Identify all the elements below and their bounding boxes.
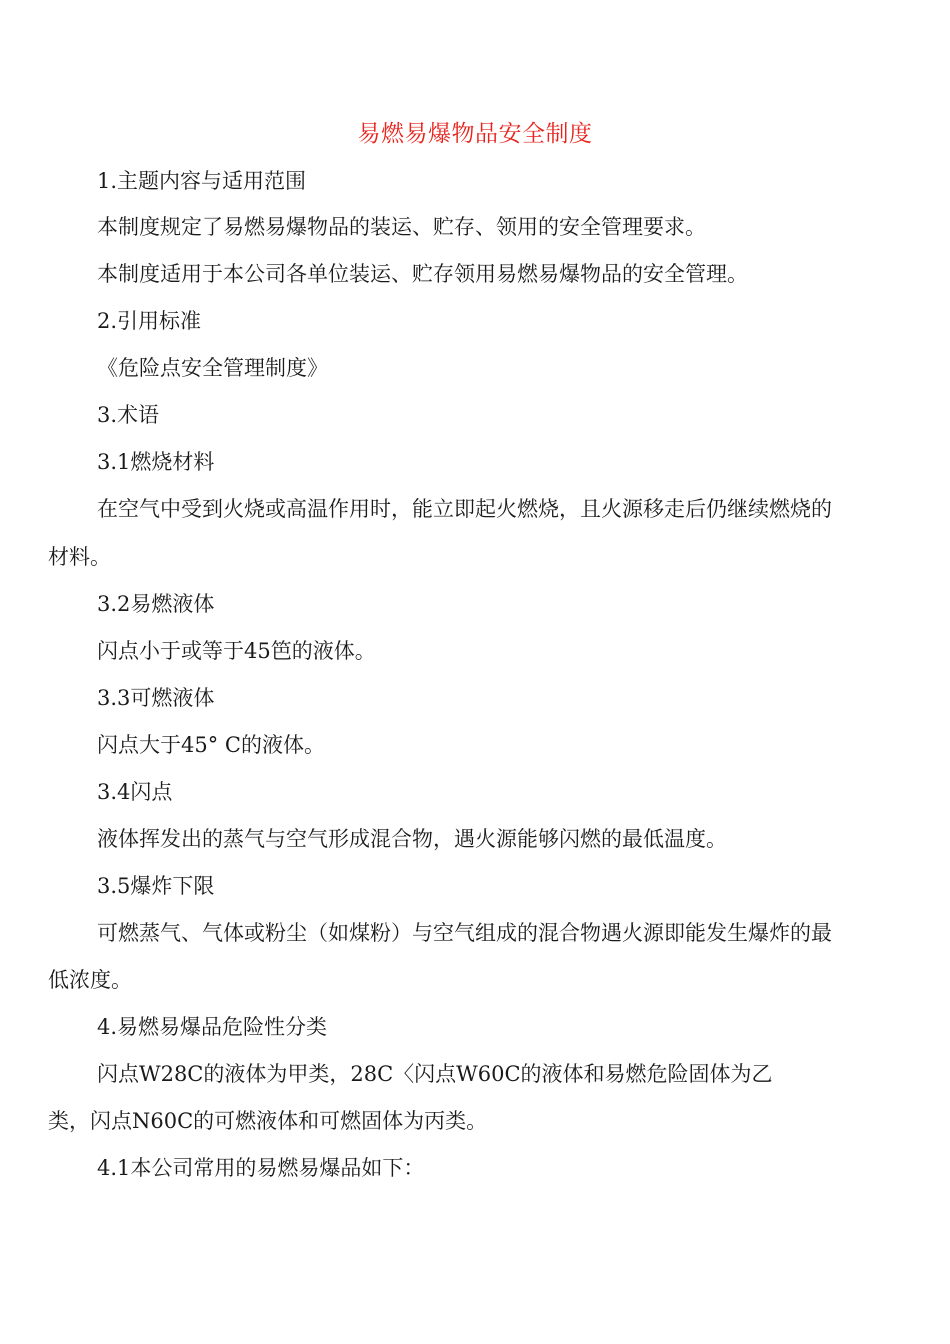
paragraph-line-continued: 类，闪点N60C的可燃液体和可燃固体为丙类。 [48, 1109, 488, 1133]
subsection-heading: 3.5爆炸下限 [97, 874, 215, 898]
paragraph-line: 本制度规定了易燃易爆物品的装运、贮存、领用的安全管理要求。 [97, 215, 706, 239]
subsection-heading: 3.1燃烧材料 [97, 450, 215, 474]
paragraph-line: 在空气中受到火烧或高温作用时，能立即起火燃烧，且火源移走后仍继续燃烧的 [97, 497, 832, 521]
section-heading-scope: 1.主题内容与适用范围 [97, 169, 307, 193]
section-heading-terms: 3.术语 [97, 403, 160, 427]
subsection-heading: 4.1本公司常用的易燃易爆品如下： [97, 1156, 425, 1180]
section-heading-classification: 4.易燃易爆品危险性分类 [97, 1015, 328, 1039]
paragraph-line: 可燃蒸气、气体或粉尘（如煤粉）与空气组成的混合物遇火源即能发生爆炸的最 [97, 921, 832, 945]
paragraph-line: 闪点小于或等于45笆的液体。 [97, 639, 376, 663]
document-title: 易燃易爆物品安全制度 [357, 121, 593, 147]
subsection-heading: 3.2易燃液体 [97, 592, 215, 616]
paragraph-line: 闪点W28C的液体为甲类，28C〈闪点W60C的液体和易燃危险固体为乙 [97, 1062, 773, 1086]
subsection-heading: 3.4闪点 [97, 780, 173, 804]
paragraph-line-continued: 材料。 [48, 545, 111, 569]
section-heading-references: 2.引用标准 [97, 309, 202, 333]
paragraph-line: 闪点大于45° C的液体。 [97, 733, 325, 757]
paragraph-line: 《危险点安全管理制度》 [97, 356, 328, 380]
paragraph-line: 本制度适用于本公司各单位装运、贮存领用易燃易爆物品的安全管理。 [97, 262, 748, 286]
subsection-heading: 3.3可燃液体 [97, 686, 215, 710]
paragraph-line-continued: 低浓度。 [48, 968, 132, 992]
paragraph-line: 液体挥发出的蒸气与空气形成混合物，遇火源能够闪燃的最低温度。 [97, 827, 727, 851]
